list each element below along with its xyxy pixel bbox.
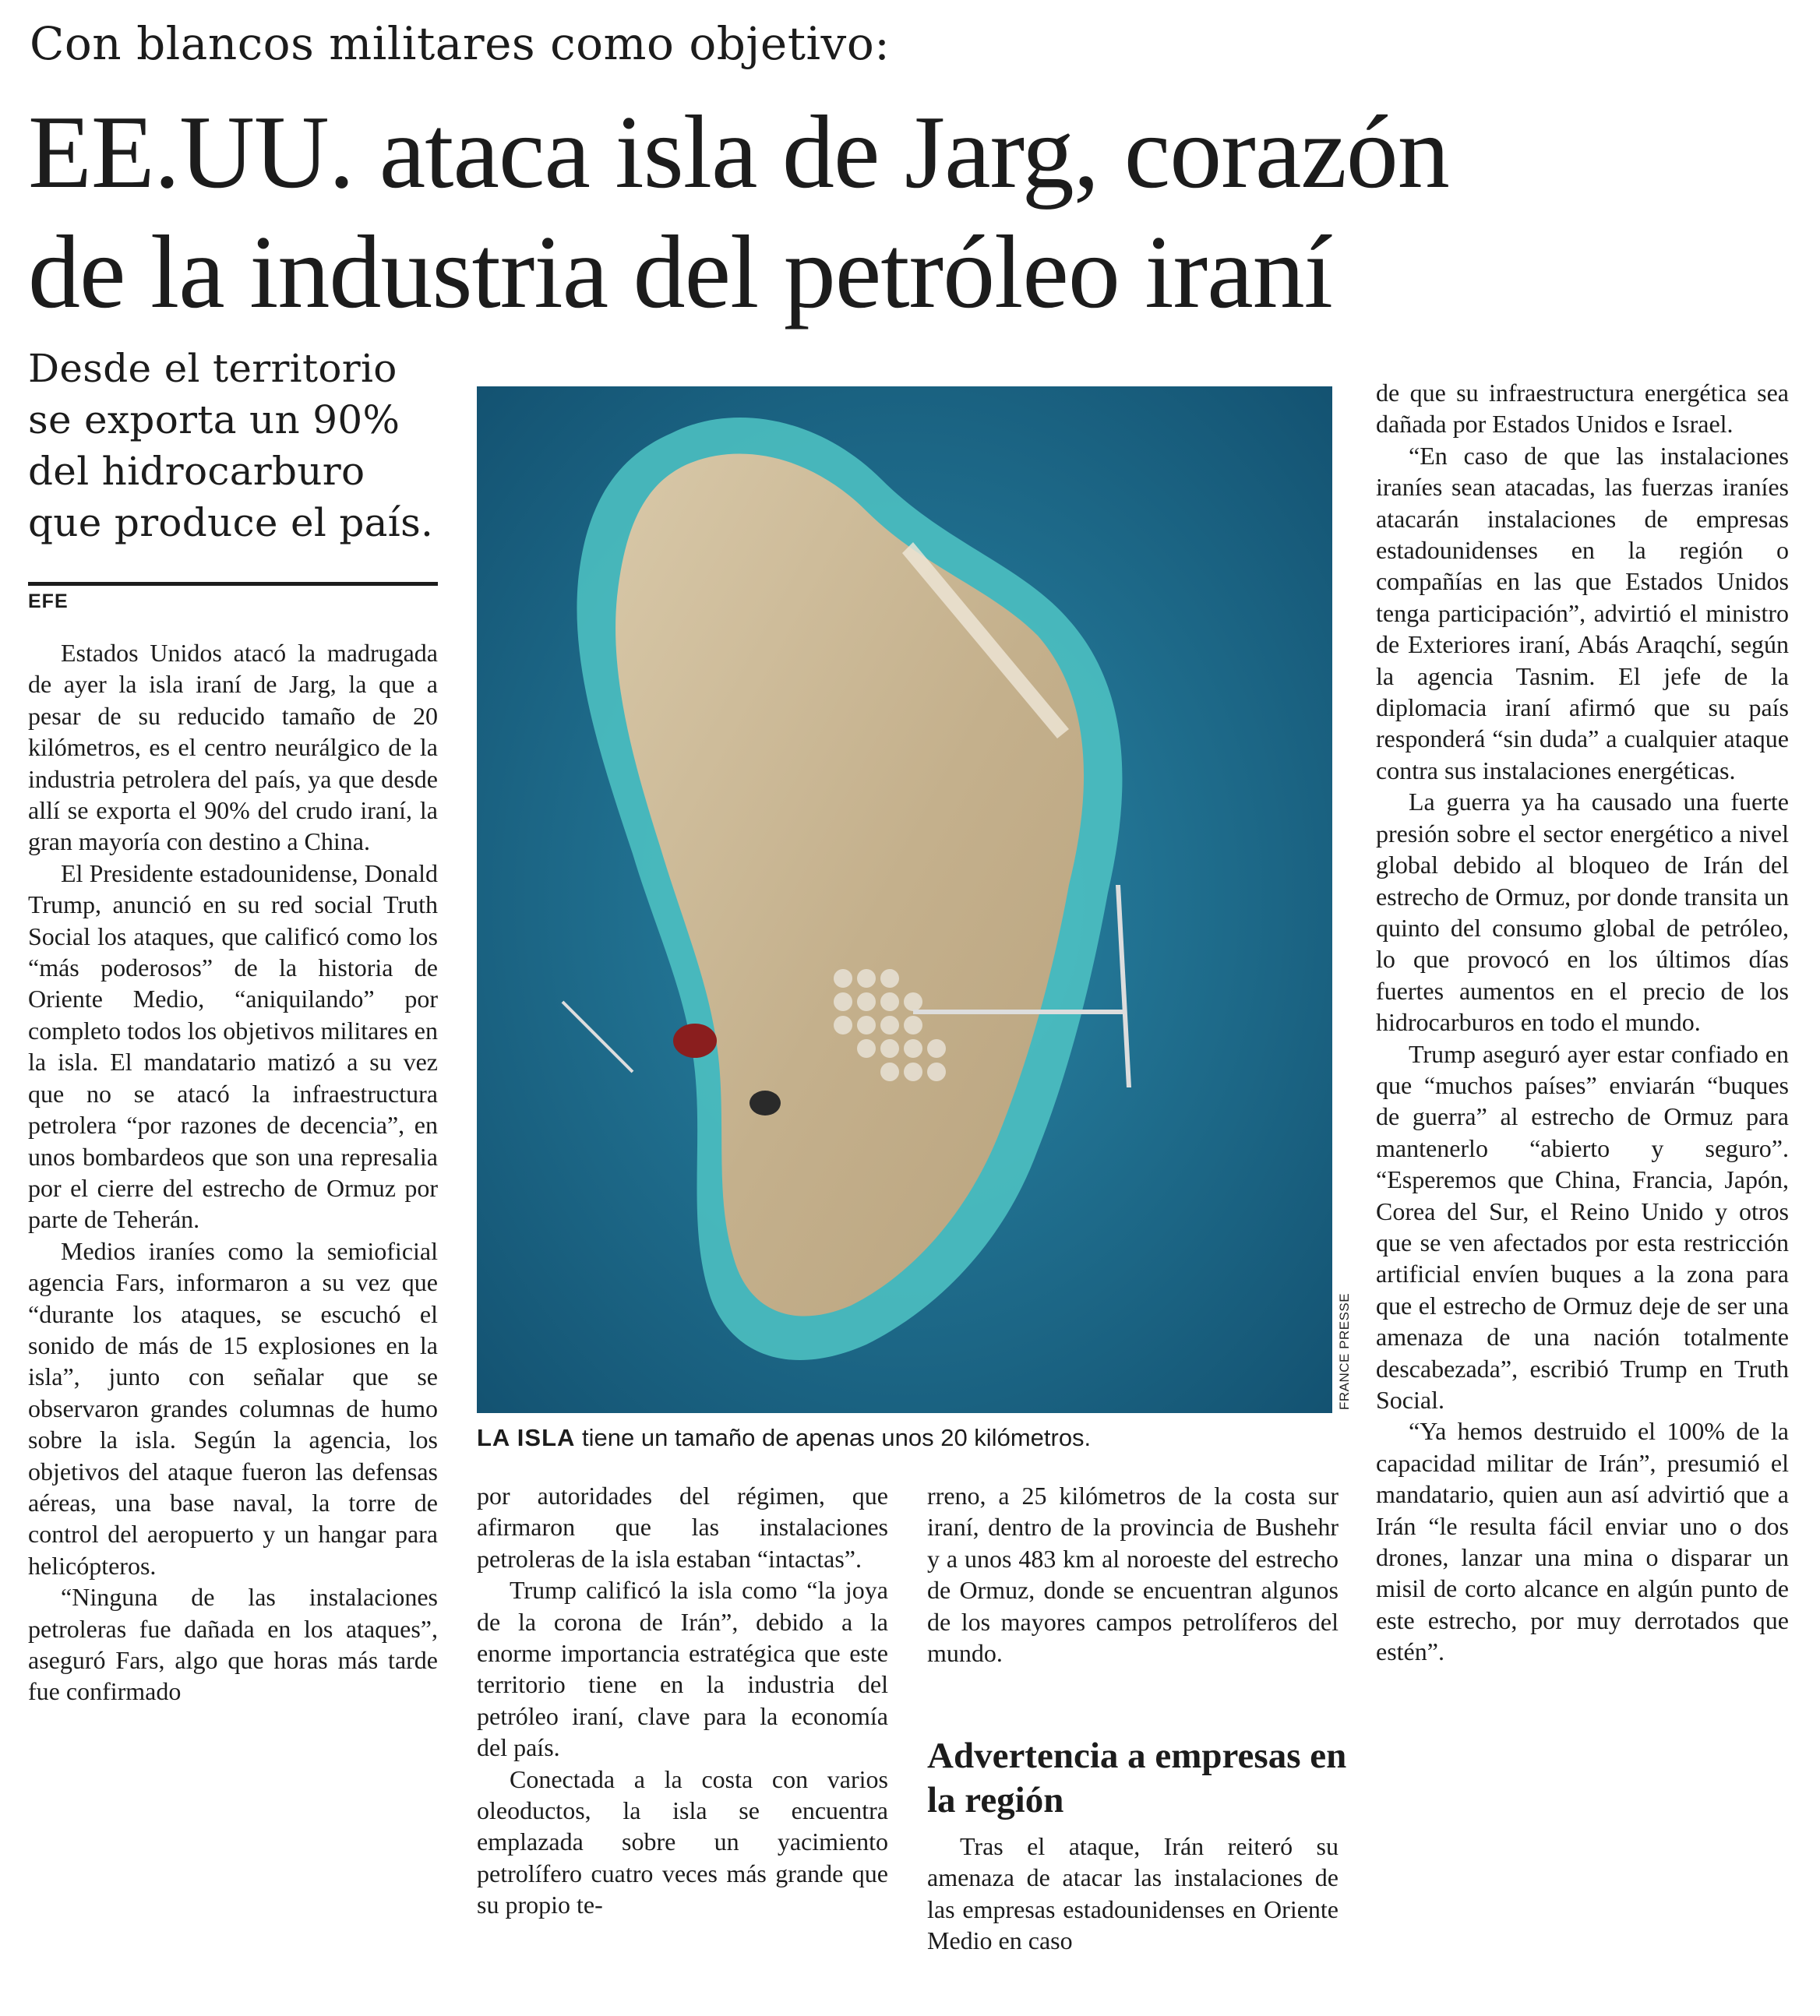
byline: EFE xyxy=(28,590,69,612)
paragraph: Medios iraníes como la semioficial agencia Fars, informaron a su vez que “durante los ataques, se escuchó el sonido de más de 15 explosiones en la isla”, junto con señalar que se observaron grandes columnas de humo sobre la isla. Según la agencia, los objetivos del ataque fueron las defensas aéreas, una base naval, la torre de control del aeropuerto y un hangar para helicópteros. xyxy=(28,1236,438,1580)
photo-caption xyxy=(477,1424,1091,1452)
paragraph: El Presidente estadounidense, Donald Trump, anunció en su red social Truth Social los ataques, que calificó como los “más poderosos” de la historia de Oriente Medio, “aniquilando” por completo todos los objetivos militares en la isla. El mandatario matizó a su vez que no se atacó la infraestructura petrolera “por razones de decencia”, en unos bombardeos que son una represalia por el cierre del estrecho de Ormuz por parte de Teherán. xyxy=(28,858,438,1234)
caption-text: tiene un tamaño de apenas unos 20 kilómetros. xyxy=(575,1424,1092,1451)
headline xyxy=(28,92,1812,332)
island-image xyxy=(477,386,1332,1413)
satellite-photo xyxy=(477,386,1332,1413)
headline-line-2: de la industria del petróleo iraní xyxy=(28,214,1332,330)
headline-line-1: EE.UU. ataca isla de Jarg, corazón xyxy=(28,94,1449,210)
column-3 xyxy=(927,1480,1339,1669)
lead-summary: Desde el territorio se exporta un 90% del hidrocarburo que produce el país. xyxy=(28,346,434,545)
paragraph: Estados Unidos atacó la madrugada de ayer la isla iraní de Jarg, la que a pesar de su reducido tamaño de 20 kilómetros, es el centro neurálgico de la industria petrolera del país, ya que desde allí se exporta el 90% del crudo iraní, la gran mayoría con destino a China. xyxy=(28,639,438,856)
caption-lead: LA ISLA xyxy=(477,1424,576,1451)
paragraph: “Ninguna de las instalaciones petroleras fue dañada en los ataques”, aseguró Fars, algo que horas más tarde fue confirmado xyxy=(28,1583,438,1706)
paragraph: La guerra ya ha causado una fuerte presión sobre el sector energético a nivel global debido al bloqueo de Irán del estrecho de Ormuz, por donde transita un quinto del consumo global de petróleo, lo que provocó en los últimos días fuertes aumentos en el precio de los hidrocarburos en todo el mundo. xyxy=(1376,788,1789,1037)
column-3-continued xyxy=(927,1831,1339,1957)
paragraph: Conectada a la costa con varios oleoductos, la isla se encuentra emplazada sobre un yacimiento petrolífero cuatro veces más grande que su propio te- xyxy=(477,1764,888,1919)
paragraph: rreno, a 25 kilómetros de la costa sur iraní, dentro de la provincia de Bushehr y a unos 483 km al noroeste del estrecho de Ormuz, donde se encuentran algunos de los mayores campos petrolíferos del mundo. xyxy=(927,1482,1339,1668)
paragraph: por autoridades del régimen, que afirmaron que las instalaciones petroleras de la isla estaban “intactas”. xyxy=(477,1482,888,1573)
column-1 xyxy=(28,637,438,1708)
paragraph: “Ya hemos destruido el 100% de la capacidad militar de Irán”, presumió el mandatario, quien aun así advirtió que a Irán “le resulta fácil enviar uno o dos drones, lanzar una mina o disparar un misil de corto alcance en algún punto de este estrecho, por muy derrotados que estén”. xyxy=(1376,1417,1789,1666)
column-4 xyxy=(1376,377,1789,1668)
divider xyxy=(28,582,438,586)
subheading: Advertencia a empresas en la región xyxy=(927,1736,1347,1820)
paragraph: Trump aseguró ayer estar confiado en que “muchos países” enviarán “buques de guerra” al estrecho de Ormuz para mantenerlo “abierto y seguro”. “Esperemos que China, Francia, Japón, Corea del Sur, el Reino Unido y otros que se ven afectados por esta restricción artificial envíen buques a la zona para que el estrecho de Ormuz deje de ser una amenaza de una nación totalmente descabezada”, escribió Trump en Truth Social. xyxy=(1376,1039,1789,1414)
paragraph: de que su infraestructura energética sea dañada por Estados Unidos e Israel. xyxy=(1376,379,1789,439)
paragraph: “En caso de que las instalaciones iraníes sean atacadas, las fuerzas iraníes atacarán instalaciones de empresas estadounidenses en la región o compañías en las que Estados Unidos tenga participación”, advirtió el ministro de Exteriores iraní, Abás Araqchí, según la agencia Tasnim. El jefe de la diplomacia iraní afirmó que su país responderá “sin duda” a cualquier ataque contra sus instalaciones energéticas. xyxy=(1376,441,1789,784)
photo-credit: FRANCE PRESSE xyxy=(1337,1292,1352,1410)
kicker: Con blancos militares como objetivo: xyxy=(30,17,891,70)
column-2 xyxy=(477,1480,888,1921)
paragraph: Trump calificó la isla como “la joya de la corona de Irán”, debido a la enorme importancia estratégica que este territorio tiene en la industria del petróleo iraní, clave para la economía del país. xyxy=(477,1576,888,1762)
paragraph: Tras el ataque, Irán reiteró su amenaza de atacar las instalaciones de las empresas estadounidenses en Oriente Medio en caso xyxy=(927,1832,1339,1955)
